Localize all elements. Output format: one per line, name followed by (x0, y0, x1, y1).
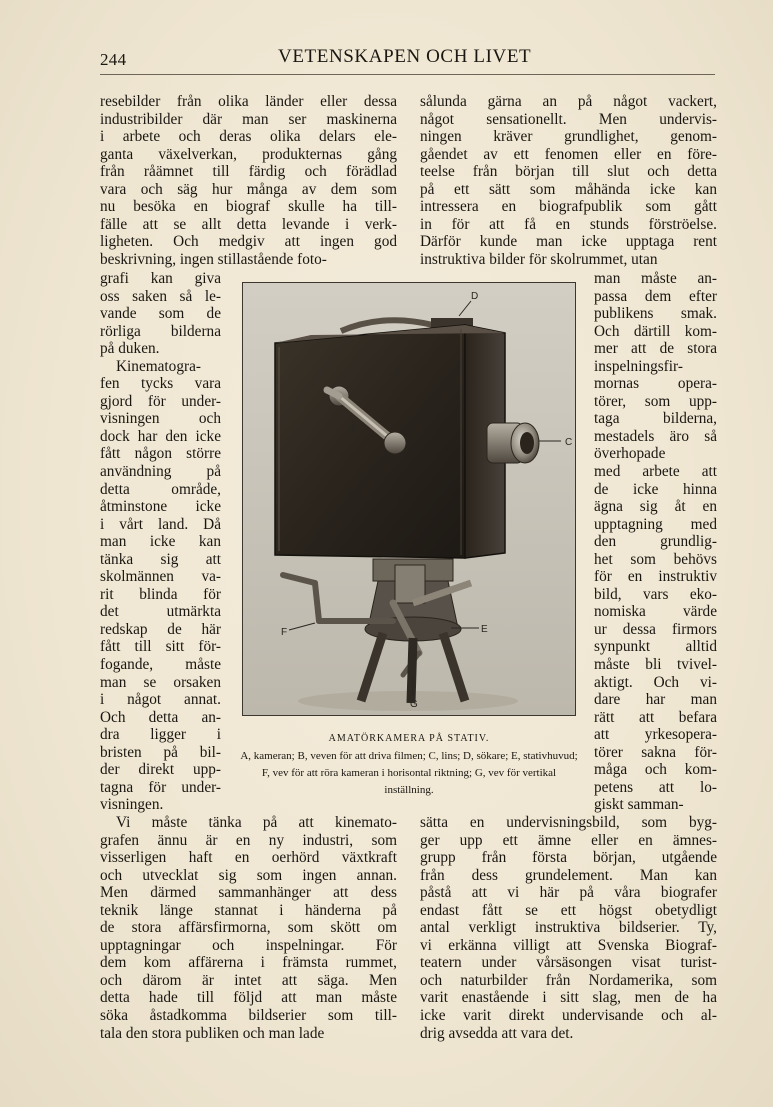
text-line: dem kom affärerna i främsta rummet, (100, 954, 397, 972)
right-column-bottom-text (420, 814, 717, 1042)
text-line: fått till sitt för- (100, 638, 221, 656)
text-line: icke varit direkt undervisande och al- (420, 1007, 717, 1025)
text-line: att yrkesopera- (594, 726, 717, 744)
text-line: Och detta an- (100, 708, 221, 726)
text-line: på duken. (100, 340, 160, 358)
text-line: het som behövs (594, 550, 717, 568)
caption-body: A, kameran; B, veven för att driva filmen; C, lins; D, sökare; E, stativhuvud; F, vev för att röra kameran i horisontal riktning; G, vev för vertikal inställning. (240, 750, 578, 796)
text-line: detta område, (100, 480, 221, 498)
camera-illustration (243, 283, 575, 715)
caption-title: AMATÖRKAMERA PÅ STATIV. (328, 733, 490, 744)
text-line: dra ligger i (100, 726, 221, 744)
text-line: åtminstone icke (100, 498, 221, 516)
text-line: nomiska värde (594, 603, 717, 621)
left-column-top-text (100, 93, 397, 268)
text-line: måga och kom- (594, 761, 717, 779)
text-line: teelse från början till slut och detta (420, 163, 717, 181)
text-line: beskrivning, ingen stillastående foto- (100, 250, 327, 268)
text-line: mer att de stora (594, 340, 717, 358)
text-line: teknik länge stannat i händerna på (100, 901, 397, 919)
left-column-bottom-text (100, 814, 397, 1042)
text-line: synpunkt alltid (594, 638, 717, 656)
label-g: G (410, 699, 418, 710)
text-line: mestadels äro så (594, 427, 717, 445)
text-line: petens att lo- (594, 778, 717, 796)
text-line: fått någon större (100, 445, 221, 463)
text-line: tala den stora publiken och man lade (100, 1024, 325, 1042)
text-line: och därom är intet att säga. Men (100, 971, 397, 989)
text-line: för en instruktiv (594, 568, 717, 586)
text-line: fen tycks vara (100, 375, 221, 393)
text-line: drig avsedda att vara det. (420, 1024, 574, 1042)
text-line: något sensationellt. Men undervis- (420, 110, 717, 128)
text-line: ägna sig åt en (594, 498, 717, 516)
left-column-narrow-text (100, 270, 221, 814)
text-line: Därför kunde man icke upptaga rent (420, 233, 717, 251)
text-line: ningen kräver grundlighet, genom- (420, 128, 717, 146)
text-line: varit enastående i sitt slag, men de ha (420, 989, 717, 1007)
text-line: med arbete att (594, 463, 717, 481)
text-line: der direkt upp- (100, 761, 221, 779)
text-line: redskap de här (100, 620, 221, 638)
text-line: teatern under vårsäsongen visat turist- (420, 954, 717, 972)
text-line: man icke kan (100, 533, 221, 551)
text-line: visserligen haft en oerhörd växtkraft (100, 849, 397, 867)
label-c: C (565, 437, 573, 448)
text-line: fogande, måste (100, 656, 221, 674)
right-column-narrow-text (594, 270, 717, 814)
text-line: skolmännen va- (100, 568, 221, 586)
text-line: de icke hinna (594, 480, 717, 498)
text-line: ligheten. Och medgiv att ingen god (100, 233, 397, 251)
text-line: överhopade (594, 445, 666, 463)
running-header (100, 46, 715, 75)
text-line: industribilder där man ser maskinerna (100, 110, 397, 128)
text-line: rätt att befara (594, 708, 717, 726)
text-line: upptagning med (594, 515, 717, 533)
text-line: och naturbilder från Nordamerika, som (420, 971, 717, 989)
text-line: in för att få en stunds förströelse. (420, 215, 717, 233)
text-line: rörliga bilderna (100, 322, 221, 340)
text-line: dock har den icke (100, 427, 221, 445)
label-f: F (281, 627, 288, 638)
text-line: från dess grundelement. Man kan (420, 866, 717, 884)
text-line: grafen ännu är en ny industri, som (100, 831, 397, 849)
text-line: gåendet av ett fenomen eller en före- (420, 145, 717, 163)
text-line: grafi kan giva (100, 270, 221, 287)
page-number: 244 (100, 50, 127, 69)
text-line: publikens smak. (594, 305, 717, 323)
text-line: nu besöka en biograf skulle ha till- (100, 198, 397, 216)
text-line: vande som de (100, 305, 221, 323)
label-e: E (481, 624, 488, 635)
text-line: tänka sig att (100, 550, 221, 568)
text-line: från råämnet till färdig och förädlad (100, 163, 397, 181)
text-line: antal verkligt instruktiva bildserier. Ty, (420, 919, 717, 937)
text-line: i vårt land. Då (100, 515, 221, 533)
running-title: VETENSKAPEN OCH LIVET (278, 46, 532, 67)
text-line: resebilder från olika länder eller dessa (100, 93, 397, 110)
text-line: Vi måste tänka på att kinemato- (116, 814, 397, 831)
text-line: giskt samman- (594, 796, 684, 814)
text-line: söka åstadkomma bildserier som till- (100, 1007, 397, 1025)
text-line: på ett sätt som måhända icke kan (420, 180, 717, 198)
text-line: aktigt. Och vi- (594, 673, 717, 691)
text-line: Och därtill kom- (594, 322, 717, 340)
text-line: i arbete och deras olika delars ele- (100, 128, 397, 146)
camera-figure (242, 282, 576, 716)
text-line: ger upp ett ämne eller en ämnes- (420, 831, 717, 849)
text-line: och utvecklat sig som ingen annan. (100, 866, 397, 884)
text-line: det utmärkta (100, 603, 221, 621)
text-line: påstå att vi här på våra biografer (420, 884, 717, 902)
text-line: Men därmed sammanhänger att dess (100, 884, 397, 902)
text-line: ganta växelverkan, produkternas gång (100, 145, 397, 163)
text-line: Kinematogra- (116, 357, 201, 375)
label-d: D (471, 291, 479, 302)
text-line: i något annat. (100, 691, 221, 709)
text-line: inspelningsfir- (594, 357, 683, 375)
text-line: den grundlig- (594, 533, 717, 551)
text-line: vi erkänna villigt att Svenska Biograf- (420, 936, 717, 954)
text-line: måste bli tvivel- (594, 656, 717, 674)
text-line: törer sakna för- (594, 743, 717, 761)
figure-caption (236, 730, 582, 799)
text-line: detta hade till följd att man måste (100, 989, 397, 1007)
text-line: passa dem efter (594, 287, 717, 305)
text-line: ur dessa firmors (594, 620, 717, 638)
text-line: de stora affärsfirmorna, som skött om (100, 919, 397, 937)
text-line: fälle att se allt detta levande i verk- (100, 215, 397, 233)
text-line: man måste an- (594, 270, 717, 287)
text-line: grupp från första början, utgående (420, 849, 717, 867)
text-line: tagna för under- (100, 778, 221, 796)
text-line: bild, vars eko- (594, 585, 717, 603)
label-a: A (393, 367, 400, 378)
text-line: visningen. (100, 796, 164, 814)
text-line: endast fått se ett högst obetydligt (420, 901, 717, 919)
text-line: gjord för under- (100, 392, 221, 410)
text-line: instruktiva bilder för skolrummet, utan (420, 250, 658, 268)
text-line: mornas opera- (594, 375, 717, 393)
text-line: upptagningar och inspelningar. För (100, 936, 397, 954)
text-line: sätta en undervisningsbild, som byg- (420, 814, 717, 831)
text-line: användning på (100, 463, 221, 481)
text-line: oss saken så le- (100, 287, 221, 305)
text-line: man se orsaken (100, 673, 221, 691)
text-line: sålunda gärna an på något vackert, (420, 93, 717, 110)
text-line: törer, som upp- (594, 392, 717, 410)
text-line: vara och säg hur många av dem som (100, 180, 397, 198)
text-line: rit blinda för (100, 585, 221, 603)
label-b: B (349, 423, 356, 434)
right-column-top-text (420, 93, 717, 268)
text-line: taga bilderna, (594, 410, 717, 428)
text-line: visningen och (100, 410, 221, 428)
text-line: bristen på bil- (100, 743, 221, 761)
text-line: dare har man (594, 691, 717, 709)
text-line: intressera en biografpublik som gått (420, 198, 717, 216)
